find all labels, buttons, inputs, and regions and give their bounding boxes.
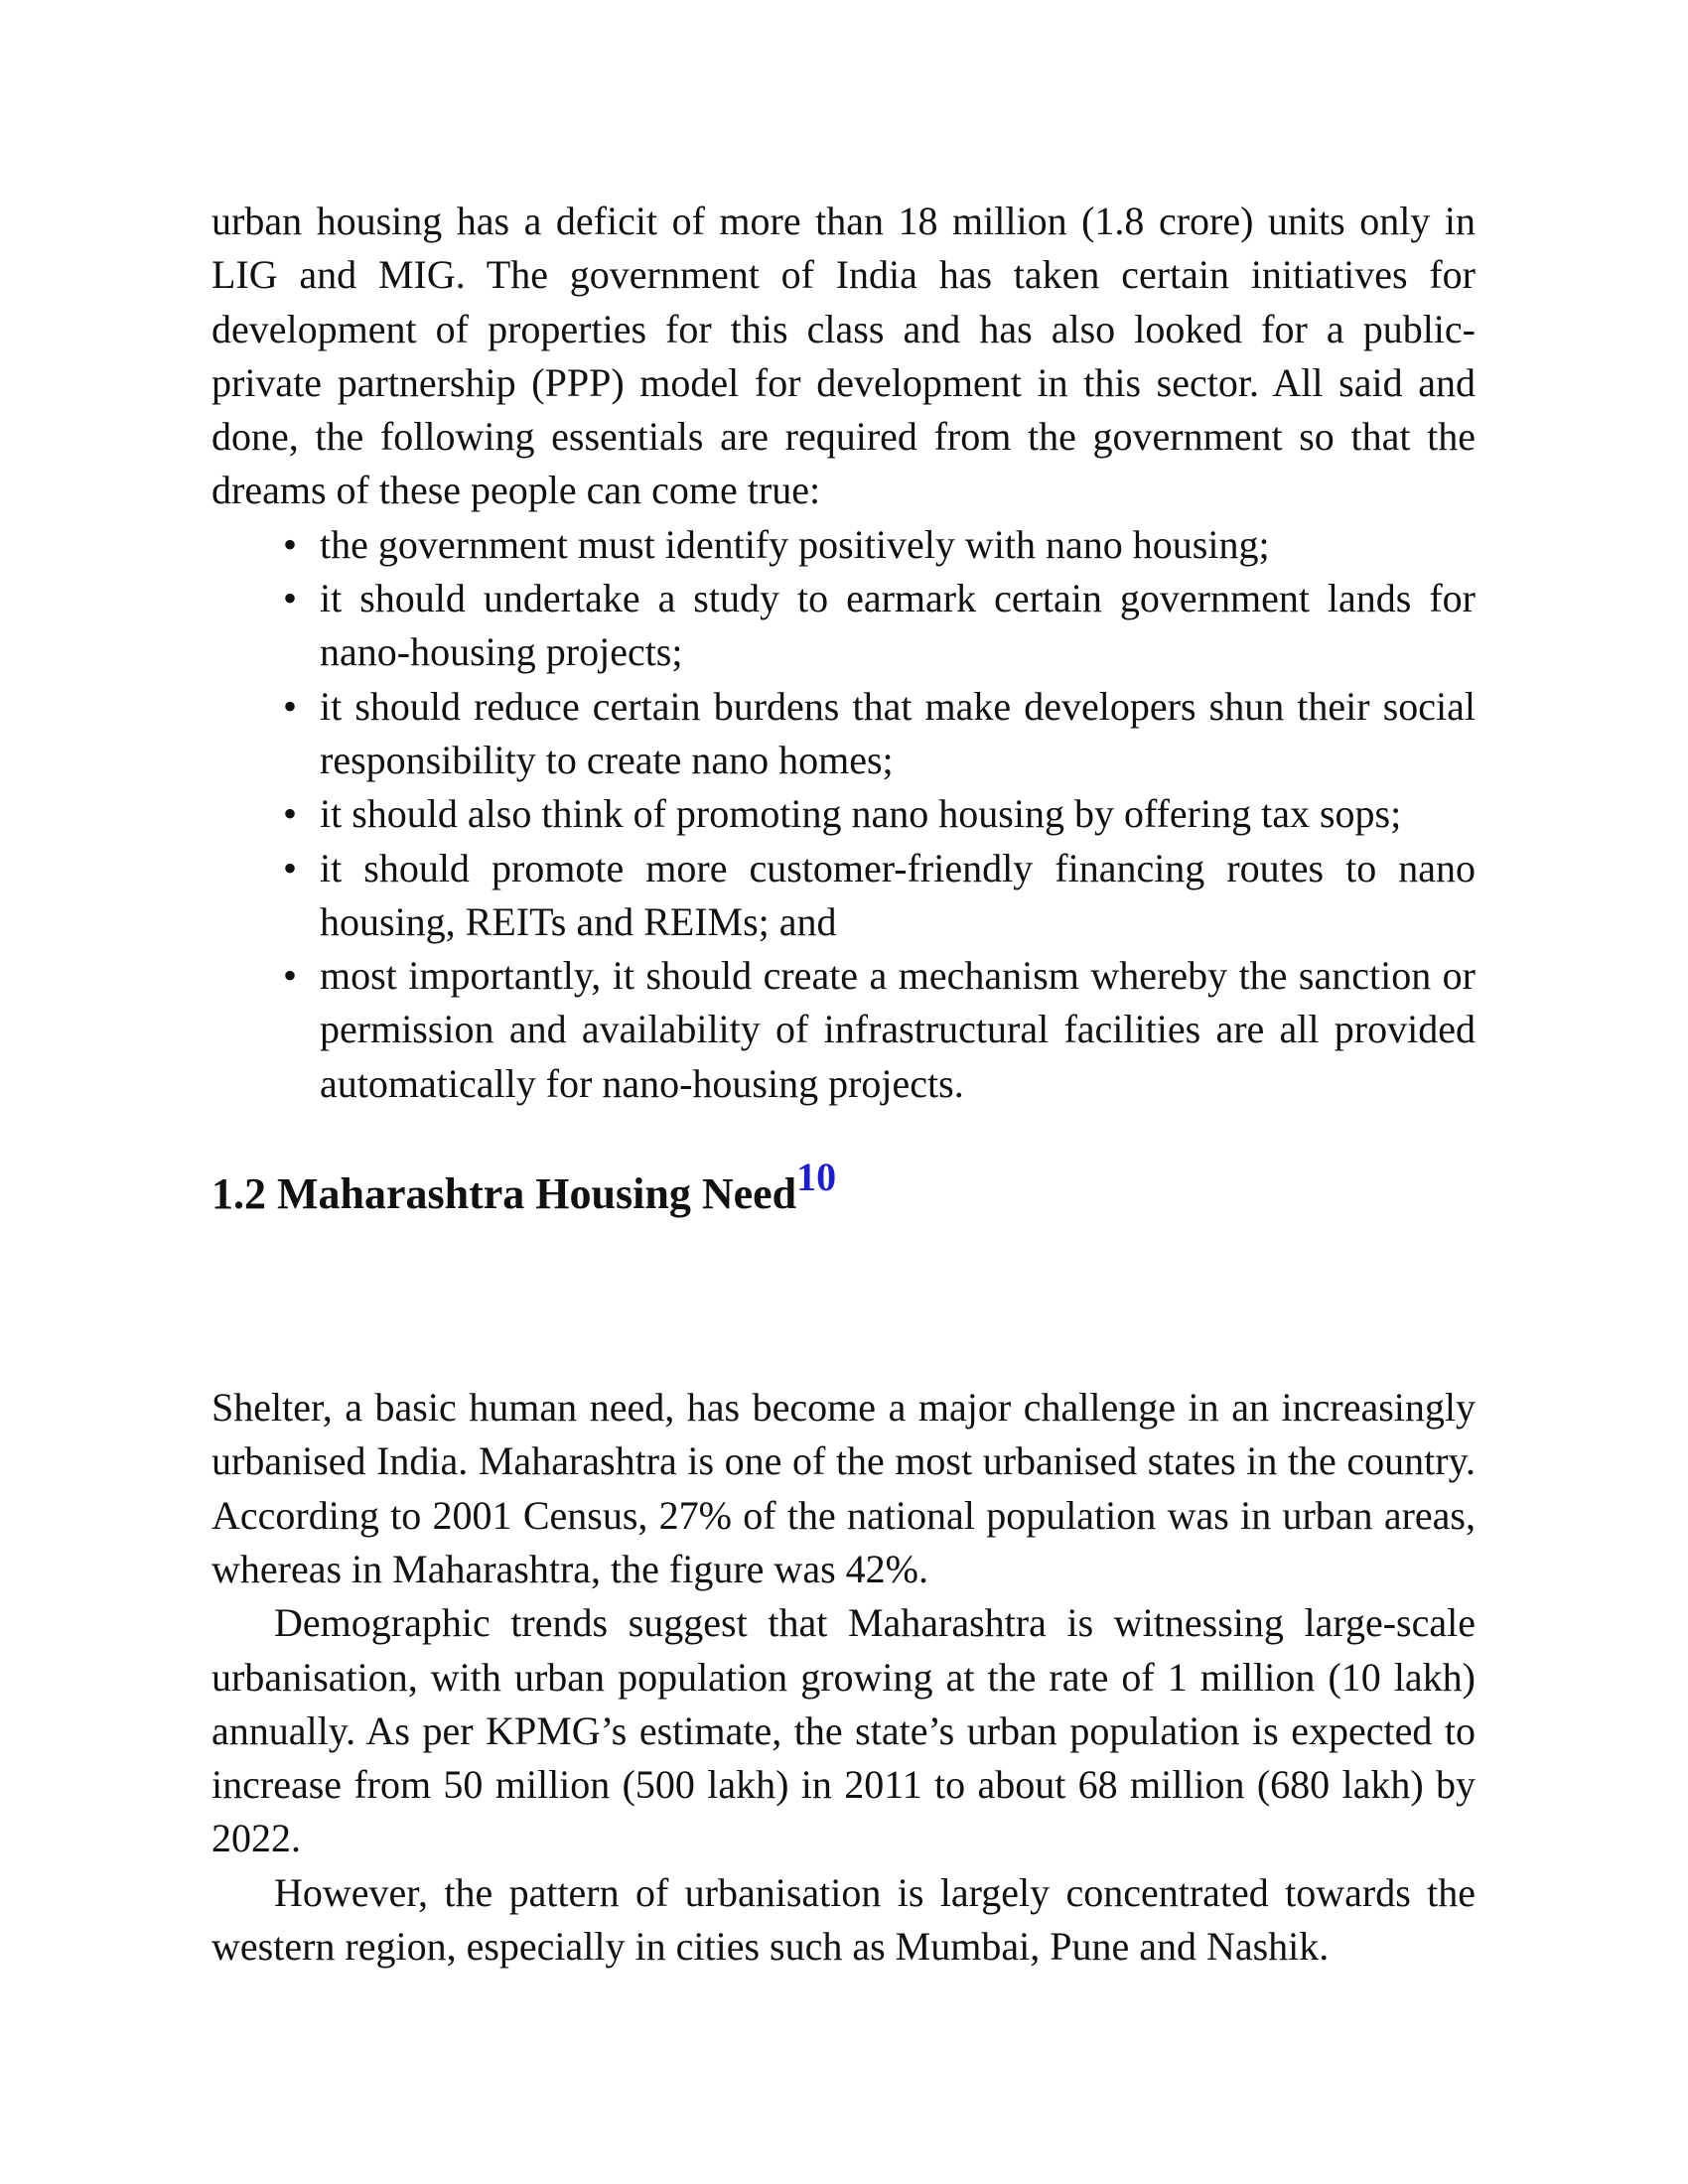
list-item-text: the government must identify positively with nano housing; [320,521,1270,567]
body-paragraph: Shelter, a basic human need, has become a major challenge in an increasingly urbanised India. Maharashtra is one of the most urbanised states in the country. According to 2001 Census, 27% of the national population was in urban areas, whereas in Maharashtra, the figure was 42%. [211,1385,1476,1591]
body-paragraph: Demographic trends suggest that Maharashtra is witnessing large-scale urbanisation, with urban population growing at the rate of 1 million (10 lakh) annually. As per KPMG’s estimate, the state’s urban population is expected to increase from 50 million (500 lakh) in 2011 to about 68 million (680 lakh) by 2022. [211,1600,1476,1861]
list-item-text: it should undertake a study to earmark certain government lands for nano-housing projects; [320,576,1476,675]
list-item-text: it should reduce certain burdens that make developers shun their social responsibility to create nano homes; [320,683,1476,782]
essentials-list [211,518,1476,1111]
bullet-icon: • [282,521,297,567]
list-item [282,572,1476,680]
list-item [282,680,1476,788]
section-heading-text: 1.2 Maharashtra Housing Need [211,1169,797,1219]
bullet-icon: • [282,791,297,837]
list-item [282,842,1476,950]
list-item-text: it should promote more customer-friendly financing routes to nano housing, REITs and REIMs; and [320,845,1476,944]
list-item [282,518,1476,572]
document-page [211,195,1476,1974]
section-body [211,1381,1476,1974]
intro-paragraph: urban housing has a deficit of more than 18 million (1.8 crore) units only in LIG and MIG. The government of India has taken certain initiatives for development of properties for this class and has also looked for a public-private partnership (PPP) model for development in this sector. All said and done, the following essentials are required from the government so that the dreams of these people can come true: [211,199,1476,513]
bullet-icon: • [282,953,297,999]
list-item-text: most importantly, it should create a mechanism whereby the sanction or permission and availability of infrastructural facilities are all provided automatically for nano-housing projects. [320,953,1476,1106]
list-item [282,949,1476,1111]
list-item [282,787,1476,841]
list-item-text: it should also think of promoting nano housing by offering tax sops; [320,791,1402,837]
bullet-icon: • [282,845,297,890]
bullet-icon: • [282,683,297,729]
section-heading [211,1155,1476,1224]
bullet-icon: • [282,576,297,621]
footnote-link[interactable]: 10 [796,1155,837,1200]
body-paragraph: However, the pattern of urbanisation is largely concentrated towards the western region, especially in cities such as Mumbai, Pune and Nashik. [211,1869,1476,1970]
